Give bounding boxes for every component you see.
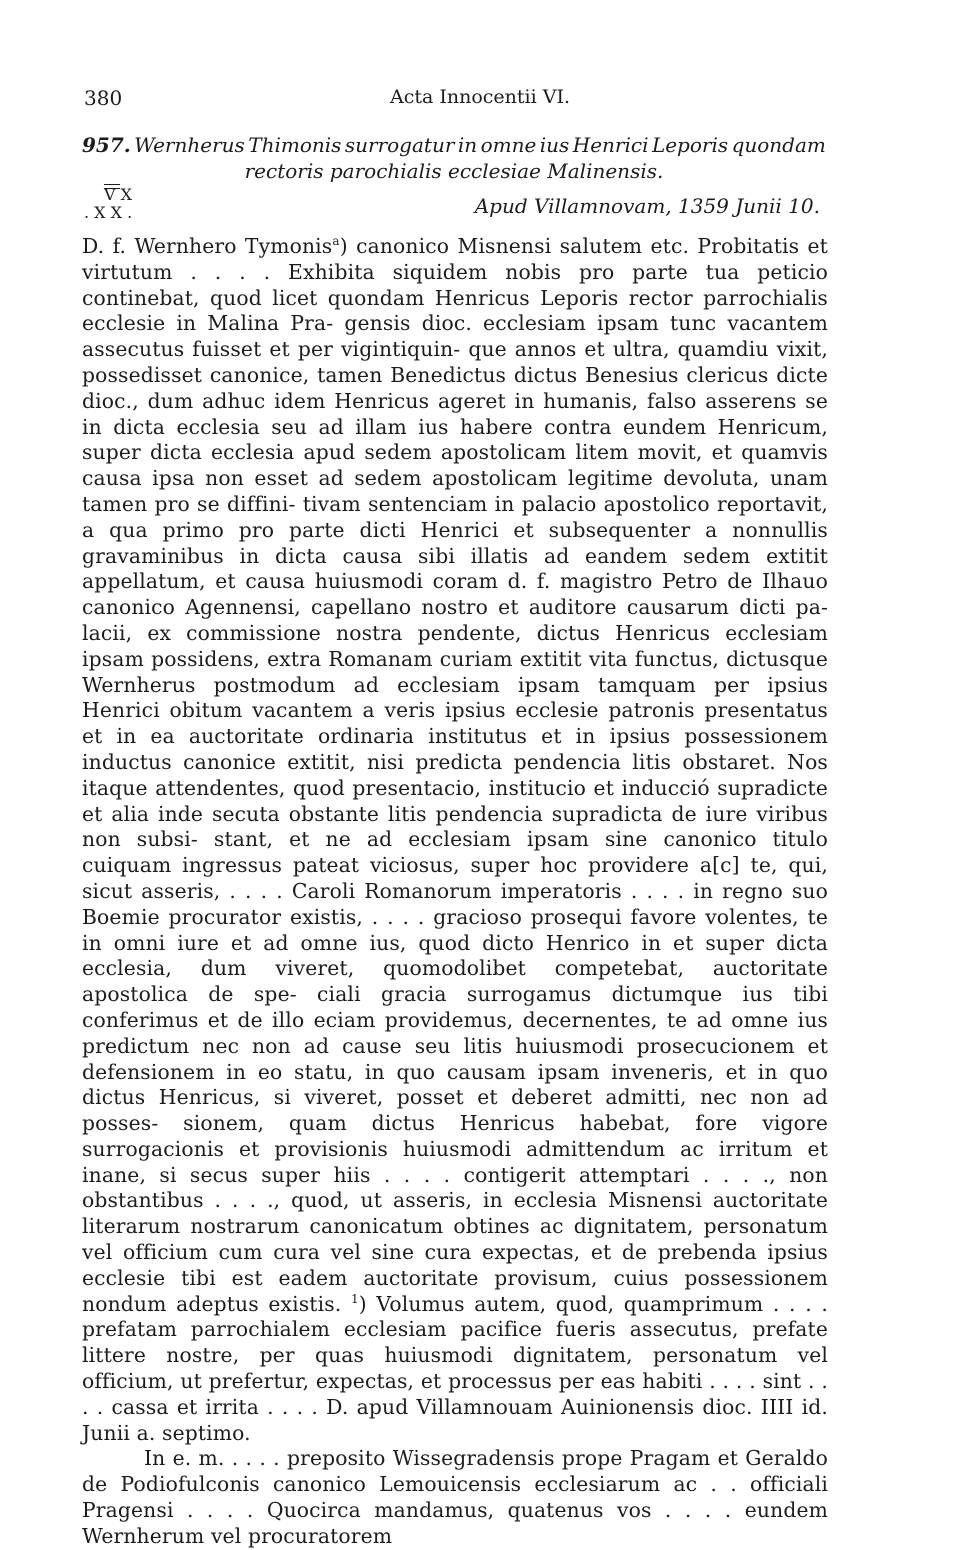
text-line: et virtutum . . . . Exhibita siquidem nobis pro parte tua peticio continebat,: [82, 234, 828, 310]
text-line: attemptari . . . ., non obstantibus . . . ., quod, ut asseris, in ecclesia Misnensi: [82, 1162, 828, 1213]
title-word: quondam: [731, 133, 826, 157]
document-title: [82, 132, 826, 184]
title-word: omne: [480, 133, 537, 157]
text-line: favore volentes, te in omni iure et ad omne ius, quod dicto Henrico in et super: [82, 904, 829, 955]
title-word: Henrici: [572, 133, 649, 157]
text-line: viciosus, super hoc providere a[c] te, qui, sicut asseris, . . . . Caroli Romanorum: [82, 853, 828, 903]
text-line-tail: ) canonico Misnensi salutem etc. Probitatis: [339, 234, 800, 258]
footnote-marker: 1: [350, 1291, 359, 1306]
text-line: assecutus, prefate littere nostre, per quas huiusmodi dignitatem, personatum vel: [82, 1317, 828, 1368]
text-line: super dicta ecclesia apud sedem apostolicam litem movit, et quamvis causa ipsa: [82, 440, 828, 491]
title-word: Wernherus: [134, 133, 245, 157]
text-line: ciali gracia surrogamus dictumque ius tibi conferimus et de illo eciam providemus,: [82, 982, 828, 1032]
text-line-tail: ) Volumus: [358, 1291, 465, 1316]
text-line: auctoritate literarum nostrarum canonicatum obtines ac dignitatem, personatum: [82, 1188, 828, 1239]
text-line: que annos et ultra, quamdiu vixit, possedisset canonice, tamen Benedictus dictus: [82, 337, 828, 387]
paragraph-1: [82, 234, 828, 1446]
text-line: imperatoris . . . . in regno suo Boemie procurator existis, . . . . gracioso prosequi: [82, 878, 829, 929]
text-line: dicta ecclesia, dum viveret, quomodolibet competebat, auctoritate apostolica de spe-: [82, 930, 828, 1007]
title-word: in: [457, 133, 478, 157]
text-line: Benesius clericus dicte dioc., dum adhuc idem Henricus ageret in humanis, falso: [82, 362, 828, 413]
document-number: 957.: [82, 133, 131, 157]
title-word: surrogatur: [344, 133, 455, 157]
paragraph-2: [82, 1446, 828, 1549]
signature-line-2: . X X .: [84, 203, 133, 222]
title-line-1: [82, 132, 826, 158]
text-line: vel officium cum cura vel sine cura expectas, et de prebenda ipsius ecclesie tibi est: [82, 1240, 828, 1290]
document-body: [82, 234, 828, 1550]
text-line: extra Romanam curiam extitit vita functus, dictusque Wernherus postmodum: [82, 646, 828, 697]
footnote-marker: a: [332, 234, 340, 249]
title-word: Leporis: [651, 133, 729, 157]
text-line: huiusmodi admittendum ac irritum et inane, si secus super hiis . . . . contigerit: [82, 1136, 828, 1187]
signature-overline: [104, 184, 120, 185]
text-line: sionem, quam dictus Henricus habebat, fore vigore surrogacionis et provisionis: [82, 1111, 828, 1161]
text-line: Henrici et subsequenter a nonnullis gravaminibus in dicta causa sibi illatis ad: [82, 517, 828, 568]
text-line: autem, quod, quamprimum . . . . prefatam parrochialem ecclesiam pacifice fueris: [82, 1291, 828, 1342]
text-line: ecclesie patronis presentatus et in ea auctoritate ordinaria institutus et in ipsius: [82, 698, 828, 749]
text-line: Podiofulconis canonico Lemouicensis ecclesiarum ac . . officiali Pragensi . . . .: [82, 1472, 828, 1523]
text-line: decernentes, te ad omne ius predictum nec non ad cause seu litis huiusmodi: [82, 1007, 828, 1058]
text-line: In e. m. . . . . preposito Wissegradensis prope Pragam et Geraldo de: [82, 1446, 828, 1497]
text-line: quod licet quondam Henricus Leporis rector parrochialis ecclesie in Malina Pra-: [82, 285, 828, 336]
register-signature: [84, 186, 132, 222]
text-line: eandem sedem extitit appellatum, et causa huiusmodi coram d. f. magistro Petro: [82, 543, 828, 594]
text-line: ad ecclesiam ipsam tamquam per ipsius Henrici obitum vacantem a veris ipsius: [82, 672, 828, 723]
page-number: 380: [84, 86, 123, 110]
title-word: ius: [539, 133, 570, 157]
text-line: stant, et ne ad ecclesiam ipsam sine canonico titulo cuiquam ingressus pateat: [82, 827, 828, 878]
text-line: Quocirca mandamus, quatenus vos . . . . eundem Wernherum vel procuratorem: [82, 1498, 828, 1548]
text-line: officium, ut prefertur, expectas, et processus per eas habiti . . . . sint . . . . cassa: [82, 1369, 828, 1419]
text-line: D. f. Wernhero Tymonis: [82, 234, 333, 258]
text-line: Nos itaque attendentes, quod presentacio, institucio et inducció supradicte et: [82, 749, 828, 826]
signature-line-1: V X: [104, 185, 133, 204]
running-head: Acta Innocentii VI.: [390, 86, 570, 108]
text-line: et irrita . . . . D. apud Villamnouam Auinionensis dioc. IIII id. Junii a. septimo.: [82, 1394, 828, 1445]
text-line: gensis dioc. ecclesiam ipsam tunc vacantem assecutus fuisset et per vigintiquin-: [82, 311, 828, 362]
text-line: asserens se in dicta ecclesia seu ad illam ius habere contra eundem Henricum,: [82, 388, 828, 439]
dateline: Apud Villamnovam, 1359 Junii 10.: [474, 194, 820, 218]
text-line: alia inde secuta obstante litis pendencia supradicta de iure viribus non subsi-: [82, 801, 828, 852]
text-line: lacii, ex commissione nostra pendente, dictus Henricus ecclesiam ipsam possidens,: [82, 620, 828, 671]
text-line: tivam sentenciam in palacio apostolico reportavit, a qua primo pro parte dicti: [82, 491, 828, 542]
text-line: possessionem inductus canonice extitit, nisi predicta pendencia litis obstaret.: [82, 724, 828, 774]
text-line: de Ilhauo canonico Agennensi, capellano nostro et auditore causarum dicti pa-: [82, 569, 828, 620]
text-line: in quo dictus Henricus, si viveret, posset et deberet admitti, nec non ad posses-: [82, 1059, 828, 1136]
title-word: Thimonis: [248, 133, 342, 157]
text-line: prosecucionem et defensionem in eo statu, in quo causam ipsam inveneris, et: [82, 1033, 828, 1084]
text-line: non esset ad sedem apostolicam legitime devoluta, unam tamen pro se diffini-: [82, 466, 828, 516]
title-line-2: rectoris parochialis ecclesiae Malinensis.: [244, 159, 664, 183]
signature-overline-2: [104, 188, 120, 189]
text-line: eadem auctoritate provisum, cuius possessionem nondum adeptus existis.: [82, 1265, 829, 1316]
